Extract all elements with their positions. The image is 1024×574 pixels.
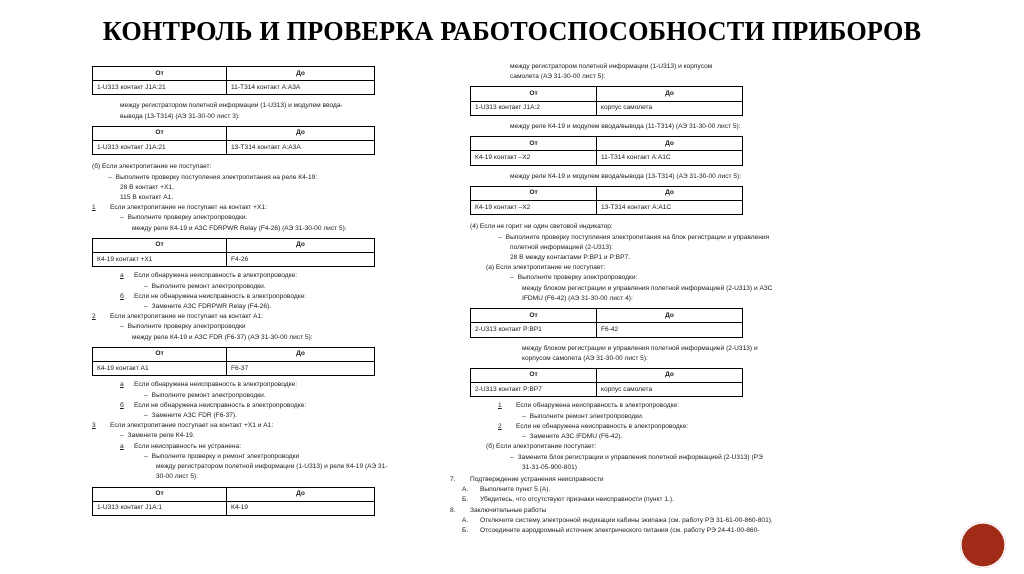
list-item-text: Если не обнаружена неисправность в электропроводке: <box>134 292 307 300</box>
cell-to: 11-T314 контакт A:A1C <box>597 151 743 165</box>
list-item: (4) Если не горит ни один световой индикатор: <box>470 223 613 231</box>
dash-marker: – <box>522 433 526 441</box>
list-item-text: Если обнаружена неисправность в электропроводке: <box>134 381 298 389</box>
list-item <box>120 213 492 223</box>
column-header-from: От <box>471 309 597 323</box>
caption-line: между блоком регистрации и управления полетной информацией (2-U313) и АЗС <box>522 284 773 292</box>
caption-line: между блоком регистрации и управления полетной информацией (2-U313) и <box>522 344 758 352</box>
dash-marker: – <box>498 233 502 241</box>
cell-from: К4-19 контакт A1 <box>93 362 227 376</box>
list-item-text: Выполните проверку поступления электропитания на реле К4-19: <box>115 173 318 181</box>
cell-to: F6-37 <box>227 362 375 376</box>
dash-marker: – <box>108 173 112 181</box>
column-header-from: От <box>471 137 597 151</box>
list-item-text: Замените АЗС FDR (F6-37). <box>151 412 237 420</box>
cell-to: 13-T314 контакт A:A3A <box>227 141 375 155</box>
list-item <box>120 322 492 332</box>
table-row <box>471 323 743 337</box>
dash-marker: – <box>522 412 526 420</box>
list-item-text: Выполните проверку поступления электропитания на блок регистрации и управления <box>505 233 770 241</box>
list-item: (б) Если электропитание не поступает: <box>92 163 212 171</box>
list-item-text: Выполните проверку электропроводки: <box>517 274 638 282</box>
caption-line: вывода (13-T314) (АЭ 31-30-00 лист 3): <box>120 112 240 120</box>
dash-marker: – <box>510 453 514 461</box>
table-row <box>93 501 375 515</box>
dash-marker: – <box>510 274 514 282</box>
list-item <box>144 452 492 462</box>
list-item <box>462 485 890 495</box>
column-header-to: До <box>597 137 743 151</box>
wire-table <box>470 308 743 337</box>
cell-from: 1-U313 контакт J1A:2 <box>471 101 597 115</box>
column-header-to: До <box>597 309 743 323</box>
wire-table <box>92 238 375 267</box>
item-letter: A. <box>462 516 469 524</box>
list-item <box>498 233 890 243</box>
list-item <box>522 432 890 442</box>
column-header-to: До <box>597 368 743 382</box>
table-header-row <box>471 309 743 323</box>
list-item-text: 31-31-05-900-801) <box>522 463 577 471</box>
cell-from: К4-19 контакт –X2 <box>471 201 597 215</box>
item-letter: б <box>120 292 124 300</box>
table-header-row <box>93 126 375 140</box>
column-header-from: От <box>93 67 227 81</box>
caption-line: корпусом самолета (АЭ 31-30-00 лист 5): <box>522 354 648 362</box>
wire-table <box>92 347 375 376</box>
table-row <box>93 362 375 376</box>
column-header-to: До <box>227 487 375 501</box>
dash-marker: – <box>144 412 148 420</box>
wire-table <box>470 368 743 397</box>
table-row <box>93 253 375 267</box>
table-header-row <box>471 368 743 382</box>
column-header-to: До <box>227 67 375 81</box>
list-item <box>510 453 890 463</box>
table-row <box>471 151 743 165</box>
list-item-text: Если не обнаружена неисправность в электропроводке: <box>516 422 689 430</box>
table-header-row <box>93 347 375 361</box>
cell-to: F4-26 <box>227 253 375 267</box>
list-item-text: Убедитесь, что отсутствуют признаки неисправности (пункт 1.). <box>480 496 674 504</box>
cell-to: корпус самолета <box>597 101 743 115</box>
cell-to: 11-T314 контакт A:A3A <box>227 81 375 95</box>
list-item <box>92 421 492 431</box>
column-header-from: От <box>93 126 227 140</box>
cell-from: 1-U313 контакт J1A:21 <box>93 81 227 95</box>
cell-from: 1-U313 контакт J1A:1 <box>93 501 227 515</box>
caption-line: между реле К4-19 и модулем ввода/вывода (11-T314) (АЭ 31-30-00 лист 5): <box>510 122 741 130</box>
list-item <box>144 411 492 421</box>
list-item-text: Если электропитание не поступает на контакт +X1: <box>110 204 267 212</box>
list-item <box>498 401 890 411</box>
item-letter: б <box>120 401 124 409</box>
caption-line: между регистратором полетной информации (1-U313) и корпусом <box>510 63 713 70</box>
dash-marker: – <box>120 432 124 440</box>
list-item-text: Если обнаружена неисправность в электропроводке: <box>134 272 298 280</box>
value-line: 115 В контакт A1. <box>120 194 174 202</box>
value-line: 28 В контакт +X1, <box>120 183 174 191</box>
section-title: Подтверждение устранения неисправности <box>470 475 604 483</box>
list-item <box>498 422 890 432</box>
wire-table <box>92 66 375 95</box>
list-item-text: Выполните проверку электропроводки. <box>127 214 248 222</box>
dash-marker: – <box>144 282 148 290</box>
item-number: 3 <box>92 422 96 430</box>
list-item-text: Выполните ремонт электропроводки. <box>151 282 266 290</box>
step-number: 7. <box>450 475 456 483</box>
list-item-text: Если электропитание не поступает на контакт A1: <box>110 313 264 321</box>
caption-line: между регистратором полетной информации (1-U313) и реле К4-19 (АЭ 31- <box>156 463 388 471</box>
table-row <box>471 201 743 215</box>
list-item <box>120 401 492 411</box>
cell-from: К4-19 контакт +X1 <box>93 253 227 267</box>
list-item <box>120 431 492 441</box>
item-letter: Б. <box>462 496 469 504</box>
logo-badge <box>960 522 1006 568</box>
wire-table <box>470 86 743 115</box>
list-item <box>120 380 492 390</box>
item-number: 1 <box>92 204 96 212</box>
dash-marker: – <box>120 323 124 331</box>
wire-table <box>470 136 743 165</box>
item-letter: Б. <box>462 527 469 535</box>
list-item-text: Выполните проверку и ремонт электропроводки <box>151 452 300 460</box>
column-header-from: От <box>93 238 227 252</box>
list-item-text: Выполните проверку электропроводки <box>127 323 246 331</box>
list-item-text: Если электропитание поступает на контакт +X1 и A1: <box>110 422 274 430</box>
item-letter: A. <box>462 486 469 494</box>
caption-line: самолета (АЭ 31-30-00 лист 5): <box>510 73 606 81</box>
list-item-text: полетной информацией (2-U313): <box>510 243 614 251</box>
item-number: 2 <box>92 313 96 321</box>
list-item <box>144 282 492 292</box>
column-header-to: До <box>227 126 375 140</box>
right-column <box>450 62 890 536</box>
step-number: 8. <box>450 506 456 514</box>
column-header-from: От <box>471 368 597 382</box>
list-item <box>462 516 890 526</box>
column-header-from: От <box>471 87 597 101</box>
column-header-to: До <box>227 347 375 361</box>
caption-line: между реле К4-19 и АЗС FDRPWR Relay (F4-26) (АЭ 31-30-00 лист 5): <box>132 224 347 232</box>
section-heading <box>450 506 890 516</box>
list-item <box>120 442 492 452</box>
cell-to: 13-T314 контакт A:A1C <box>597 201 743 215</box>
list-item-text: Если не обнаружена неисправность в электропроводке: <box>134 401 307 409</box>
cell-to: F6-42 <box>597 323 743 337</box>
section-heading <box>450 475 890 485</box>
dash-marker: – <box>144 391 148 399</box>
cell-from: 2-U313 контакт P:BP1 <box>471 323 597 337</box>
section-title: Заключительные работы <box>470 506 547 514</box>
list-item <box>108 173 492 183</box>
column-header-from: От <box>471 186 597 200</box>
dash-marker: – <box>120 214 124 222</box>
table-header-row <box>93 487 375 501</box>
list-item <box>510 273 890 283</box>
cell-from: 1-U313 контакт J1A:21 <box>93 141 227 155</box>
list-item-text: Замените АЗС IFDMU (F6-42). <box>529 433 623 441</box>
list-item-text: Замените блок регистрации и управления полетной информацией (2-U313) (РЭ <box>517 453 763 461</box>
list-item <box>462 526 890 536</box>
list-item: (а) Если электропитание не поступает: <box>486 264 606 272</box>
column-header-from: От <box>93 347 227 361</box>
list-item: (б) Если электропитание поступает: <box>486 443 597 451</box>
page-title: КОНТРОЛЬ И ПРОВЕРКА РАБОТОСПОСОБНОСТИ ПРИБОРОВ <box>102 16 922 46</box>
list-item <box>92 203 492 213</box>
wire-table <box>92 487 375 516</box>
list-item-text: Выполните ремонт электропроводки. <box>151 391 266 399</box>
cell-to: корпус самолета <box>597 383 743 397</box>
table-header-row <box>471 186 743 200</box>
list-item <box>522 412 890 422</box>
wire-table <box>92 126 375 155</box>
table-header-row <box>471 137 743 151</box>
list-item <box>462 495 890 505</box>
item-number: 1 <box>498 402 502 410</box>
item-letter: а <box>120 381 124 389</box>
cell-from: К4-19 контакт –X2 <box>471 151 597 165</box>
caption-line: между реле К4-19 и АЗС FDR (F6-37) (АЭ 31-30-00 лист 5): <box>132 333 313 341</box>
list-item-text: Замените АЗС FDRPWR Relay (F4-26). <box>151 303 272 311</box>
item-letter: а <box>120 272 124 280</box>
table-row <box>471 383 743 397</box>
list-item <box>144 391 492 401</box>
list-item-text: Замените реле К4-19. <box>127 432 195 440</box>
caption-line: IFDMU (F6-42) (АЭ 31-30-00 лист 4): <box>522 294 633 302</box>
item-number: 2 <box>498 422 502 430</box>
column-header-to: До <box>227 238 375 252</box>
left-column <box>92 62 492 520</box>
list-item <box>120 271 492 281</box>
list-item-text: Отсоедините аэродромный источник электрического питания (см. работу РЭ 24-41-00-860- <box>480 527 760 535</box>
value-line: 28 В между контактами P:BP1 и P:BP7. <box>510 253 630 261</box>
list-item <box>92 312 492 322</box>
dash-marker: – <box>144 452 148 460</box>
list-item-text: Если неисправность не устранена: <box>134 442 242 450</box>
column-header-to: До <box>597 87 743 101</box>
column-header-from: От <box>93 487 227 501</box>
table-header-row <box>471 87 743 101</box>
cell-from: 2-U313 контакт P:BP7 <box>471 383 597 397</box>
list-item-text: Отключите систему электронной индикации кабины экипажа (см. работу РЭ 31-61-00-860-801). <box>480 516 773 524</box>
table-header-row <box>93 238 375 252</box>
list-item-text: Выполните ремонт электропроводки. <box>529 412 644 420</box>
table-row <box>93 141 375 155</box>
caption-line: между регистратором полетной информации (1-U313) и модулем ввода- <box>120 102 343 110</box>
list-item <box>144 302 492 312</box>
table-header-row <box>93 67 375 81</box>
table-row <box>471 101 743 115</box>
item-letter: а <box>120 442 124 450</box>
column-header-to: До <box>597 186 743 200</box>
list-item <box>120 292 492 302</box>
list-item-text: Если обнаружена неисправность в электропроводке: <box>516 402 680 410</box>
dash-marker: – <box>144 303 148 311</box>
cell-to: К4-19 <box>227 501 375 515</box>
wire-table <box>470 186 743 215</box>
caption-line: между реле К4-19 и модулем ввода/вывода (13-T314) (АЭ 31-30-00 лист 5): <box>510 172 742 180</box>
caption-line: 30-00 лист 5): <box>156 473 199 481</box>
table-row <box>93 81 375 95</box>
list-item-text: Выполните пункт 5.(A). <box>480 486 551 494</box>
